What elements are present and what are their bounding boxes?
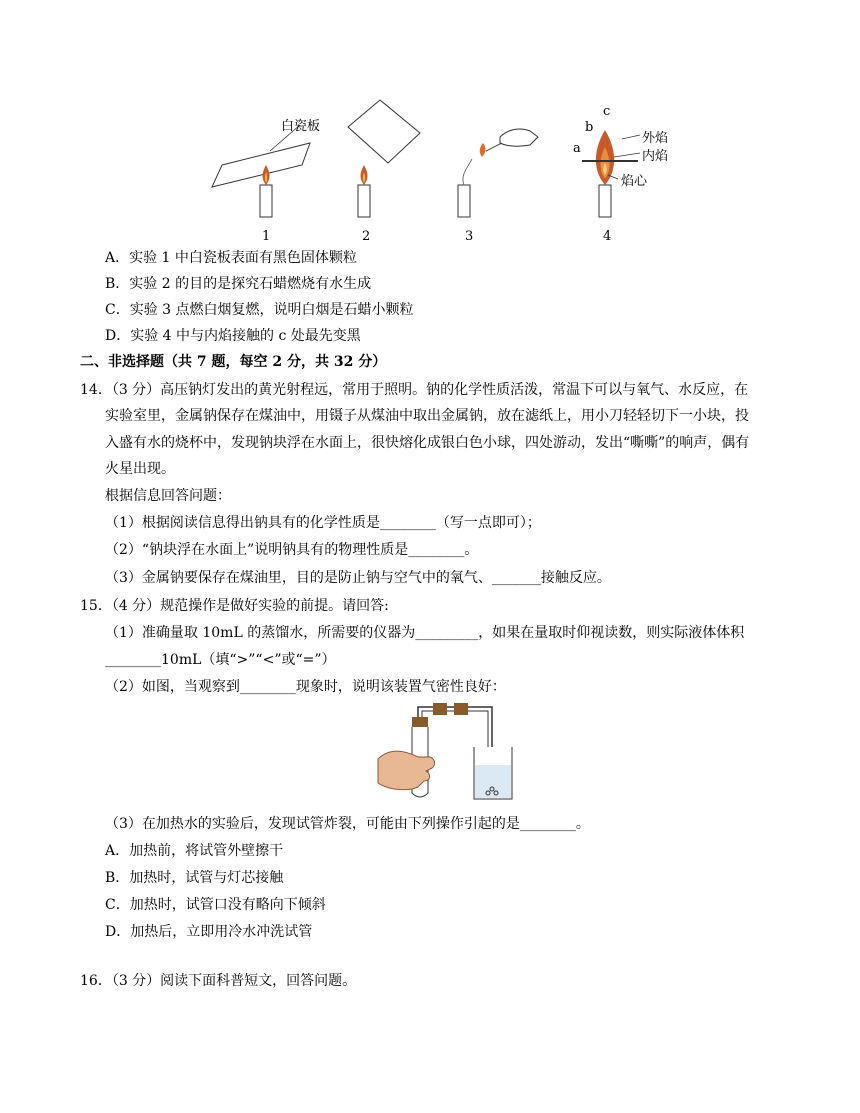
- q15-option-b: B．加热时，试管与灯芯接触: [105, 870, 284, 886]
- caption-2: 2: [362, 229, 371, 244]
- experiment-1: [212, 125, 310, 217]
- label-inner-flame: 内焰: [642, 149, 669, 164]
- q15-option-d: D．加热后，立即用冷水冲洗试管: [105, 924, 313, 940]
- q15-title: 15．（4 分）规范操作是做好实验的前提。请回答:: [80, 598, 389, 614]
- q14-sub-2: （2）“钠块浮在水面上”说明钠具有的物理性质是________。: [105, 542, 479, 558]
- q14-sub-3: （3）金属钠要保存在煤油里，目的是防止钠与空气中的氧气、_______接触反应。: [105, 570, 611, 586]
- caption-1: 1: [262, 229, 271, 244]
- q13-option-b: B．实验 2 的目的是探究石蜡燃烧有水生成: [105, 276, 372, 292]
- airtightness-apparatus-figure: [370, 697, 520, 805]
- candle-experiments-figure: [210, 95, 650, 245]
- q15-option-c: C．加热时，试管口没有略向下倾斜: [105, 897, 326, 913]
- label-c: c: [603, 104, 611, 119]
- q15-sub-2: （2）如图，当观察到________现象时，说明该装置气密性良好：: [105, 679, 506, 695]
- caption-4: 4: [603, 229, 612, 244]
- caption-3: 3: [465, 229, 474, 244]
- q13-option-a: A．实验 1 中白瓷板表面有黑色固体颗粒: [105, 250, 357, 266]
- q14-line-3: 入盛有水的烧杯中，发现钠块浮在水面上，很快熔化成银白色小球，四处游动，发出“嘶嘶”的响声，偶有: [105, 435, 750, 451]
- label-board: 白瓷板: [281, 119, 321, 134]
- label-a: a: [573, 141, 581, 156]
- q14-line-4: 火星出现。: [105, 461, 175, 477]
- q14-sub-1: （1）根据阅读信息得出钠具有的化学性质是________（写一点即可）；: [105, 515, 541, 531]
- q15-option-a: A．加热前，将试管外壁擦干: [105, 843, 284, 859]
- q13-option-c: C．实验 3 点燃白烟复燃，说明白烟是石蜡小颗粒: [105, 302, 414, 318]
- q14-prompt: 根据信息回答问题：: [105, 488, 231, 504]
- section-2-title: 二、非选择题（共 7 题，每空 2 分，共 32 分）: [80, 354, 387, 370]
- q14-line-2: 实验室里，金属钠保存在煤油中，用镊子从煤油中取出金属钠，放在滤纸上，用小刀轻轻切下一小块，投: [105, 408, 749, 424]
- q15-sub-1a: （1）准确量取 10mL 的蒸馏水，所需要的仪器为_________，如果在量取时仰视读数，则实际液体体积: [105, 625, 745, 641]
- label-outer-flame: 外焰: [642, 131, 669, 146]
- q13-option-d: D．实验 4 中与内焰接触的 c 处最先变黑: [105, 328, 361, 344]
- q15-sub-1b: ________10mL（填“>”“<”或“=”）: [105, 652, 336, 668]
- q15-sub-3: （3）在加热水的实验后，发现试管炸裂，可能由下列操作引起的是________。: [105, 816, 590, 832]
- q16-title: 16．（3 分）阅读下面科普短文，回答问题。: [80, 973, 357, 989]
- label-b: b: [585, 120, 594, 135]
- experiment-3: [458, 129, 538, 217]
- experiment-2: [348, 100, 420, 217]
- q14-line-1: 14．（3 分）高压钠灯发出的黄光射程远，常用于照明。钠的化学性质活泼，常温下可以与氧气、水反应，在: [80, 382, 749, 398]
- label-flame-core: 焰心: [621, 174, 648, 189]
